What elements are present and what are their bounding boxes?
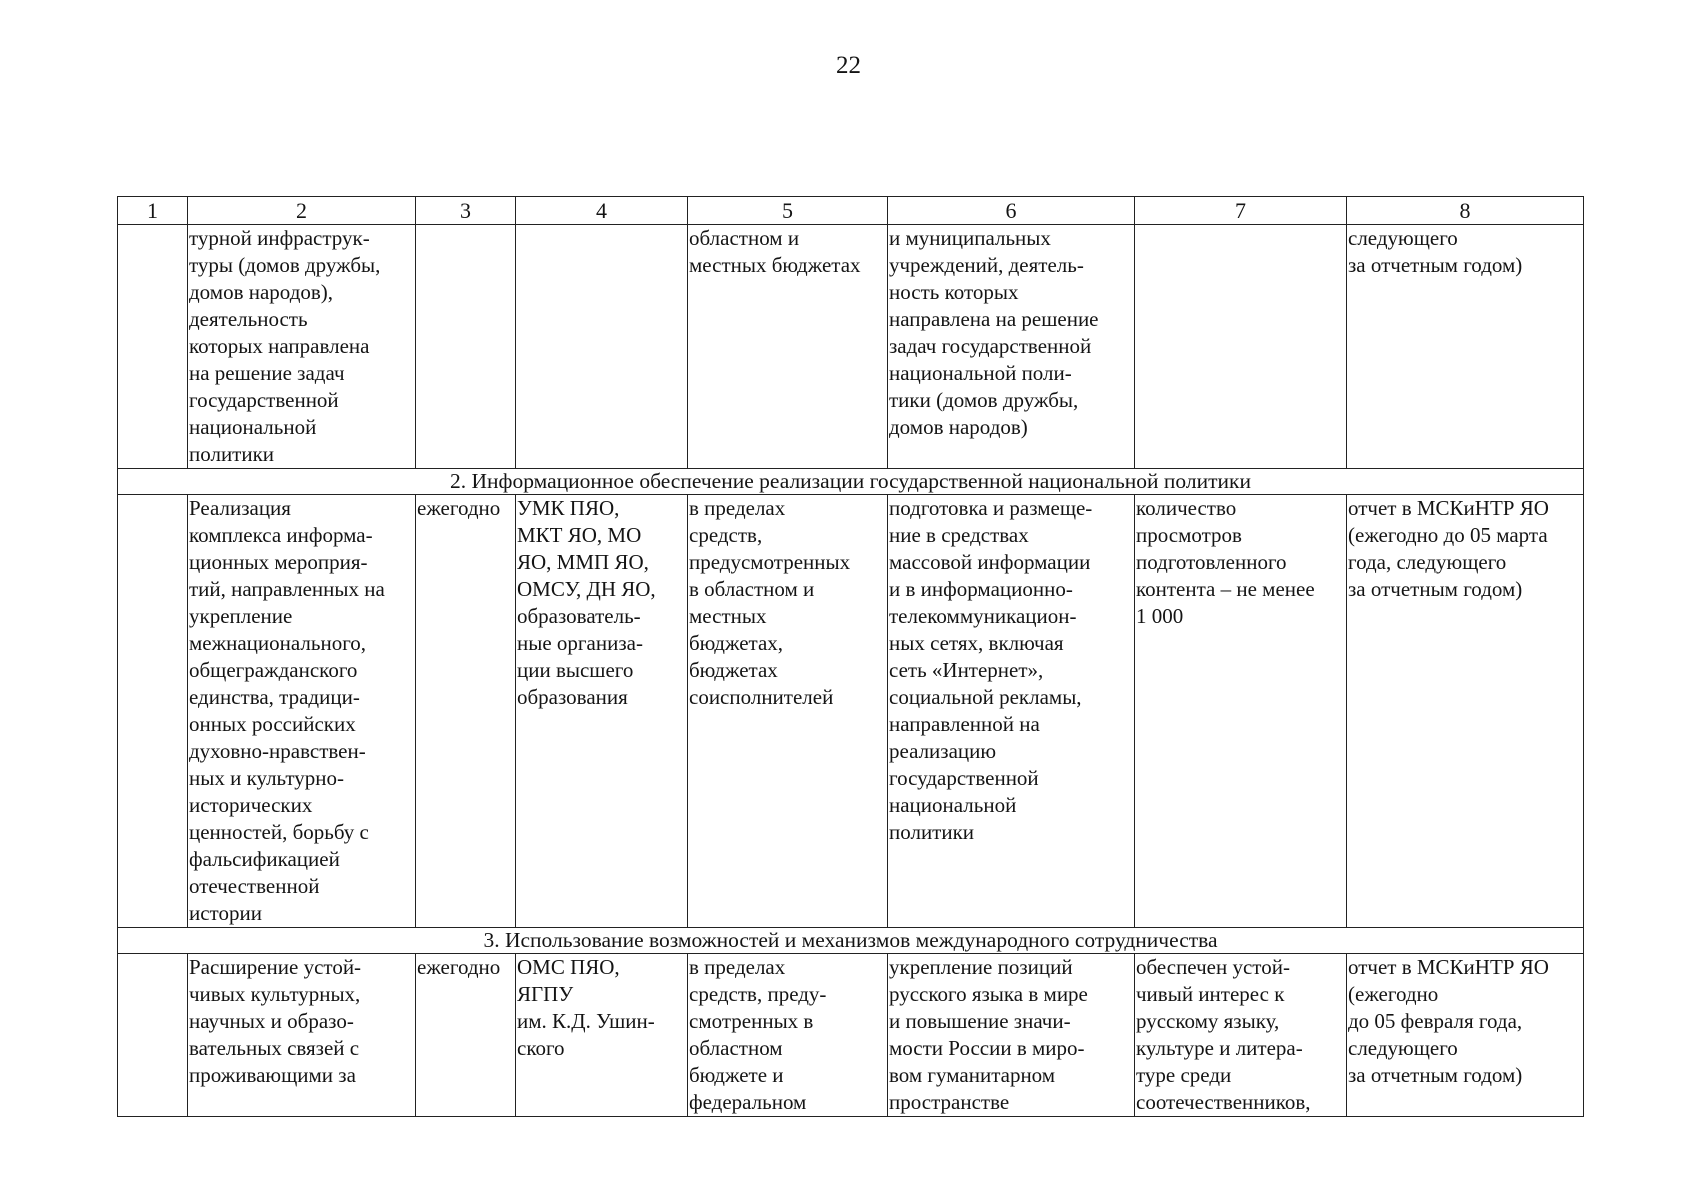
cell-report: отчет в МСКиНТР ЯО (ежегодно до 05 марта года, следующего за отчетным годом) <box>1347 495 1584 928</box>
section-row <box>118 928 1584 954</box>
table-row <box>118 225 1584 469</box>
column-number-6: 6 <box>888 197 1135 225</box>
column-number-2: 2 <box>188 197 416 225</box>
cell-result: и муниципальных учреждений, деятель- ность которых направлена на решение задач государственной национальной поли- тики (домов дружбы, домов народов) <box>888 225 1135 469</box>
cell-executors <box>516 225 688 469</box>
cell-report: отчет в МСКиНТР ЯО (ежегодно до 05 февраля года, следующего за отчетным годом) <box>1347 954 1584 1117</box>
cell-result: укрепление позиций русского языка в мире и повышение значи- мости России в миро- вом гуманитарном пространстве <box>888 954 1135 1117</box>
header-row <box>118 197 1584 225</box>
cell-funding: в пределах средств, преду- смотренных в областном бюджете и федеральном <box>688 954 888 1117</box>
cell-measure: Реализация комплекса информа- ционных мероприя- тий, направленных на укрепление межнационального, общегражданского единства, традици- онных российских духовно-нравствен- ных и культурно- исторических ценностей, борьбу с фальсификацией отечественной истории <box>188 495 416 928</box>
column-number-7: 7 <box>1135 197 1347 225</box>
cell-report: следующего за отчетным годом) <box>1347 225 1584 469</box>
cell-indicator <box>1135 225 1347 469</box>
cell-number <box>118 495 188 928</box>
section-heading-3: 3. Использование возможностей и механизмов международного сотрудничества <box>118 928 1584 954</box>
cell-funding: в пределах средств, предусмотренных в областном и местных бюджетах, бюджетах соисполнителей <box>688 495 888 928</box>
column-number-1: 1 <box>118 197 188 225</box>
cell-number <box>118 954 188 1117</box>
cell-funding: областном и местных бюджетах <box>688 225 888 469</box>
section-heading-2: 2. Информационное обеспечение реализации государственной национальной политики <box>118 469 1584 495</box>
cell-result: подготовка и размеще- ние в средствах массовой информации и в информационно- телекоммуникацион- ных сетях, включая сеть «Интернет», социальной рекламы, направленной на реализацию государственной национальной политики <box>888 495 1135 928</box>
measures-table <box>117 196 1584 1117</box>
cell-indicator: обеспечен устой- чивый интерес к русскому языку, культуре и литера- туре среди соотечественников, <box>1135 954 1347 1117</box>
column-number-3: 3 <box>416 197 516 225</box>
column-number-8: 8 <box>1347 197 1584 225</box>
cell-measure: Расширение устой- чивых культурных, научных и образо- вательных связей с проживающими за <box>188 954 416 1117</box>
cell-executors: ОМС ПЯО, ЯГПУ им. К.Д. Ушин- ского <box>516 954 688 1117</box>
cell-executors: УМК ПЯО, МКТ ЯО, МО ЯО, ММП ЯО, ОМСУ, ДН ЯО, образователь- ные организа- ции высшего образования <box>516 495 688 928</box>
cell-number <box>118 225 188 469</box>
cell-period <box>416 225 516 469</box>
column-number-5: 5 <box>688 197 888 225</box>
cell-period: ежегодно <box>416 495 516 928</box>
cell-indicator: количество просмотров подготовленного контента – не менее 1 000 <box>1135 495 1347 928</box>
section-row <box>118 469 1584 495</box>
column-number-4: 4 <box>516 197 688 225</box>
cell-period: ежегодно <box>416 954 516 1117</box>
table-row <box>118 495 1584 928</box>
page-number: 22 <box>836 52 861 79</box>
table-row <box>118 954 1584 1117</box>
cell-measure: турной инфраструк- туры (домов дружбы, домов народов), деятельность которых направлена на решение задач государственной национальной политики <box>188 225 416 469</box>
